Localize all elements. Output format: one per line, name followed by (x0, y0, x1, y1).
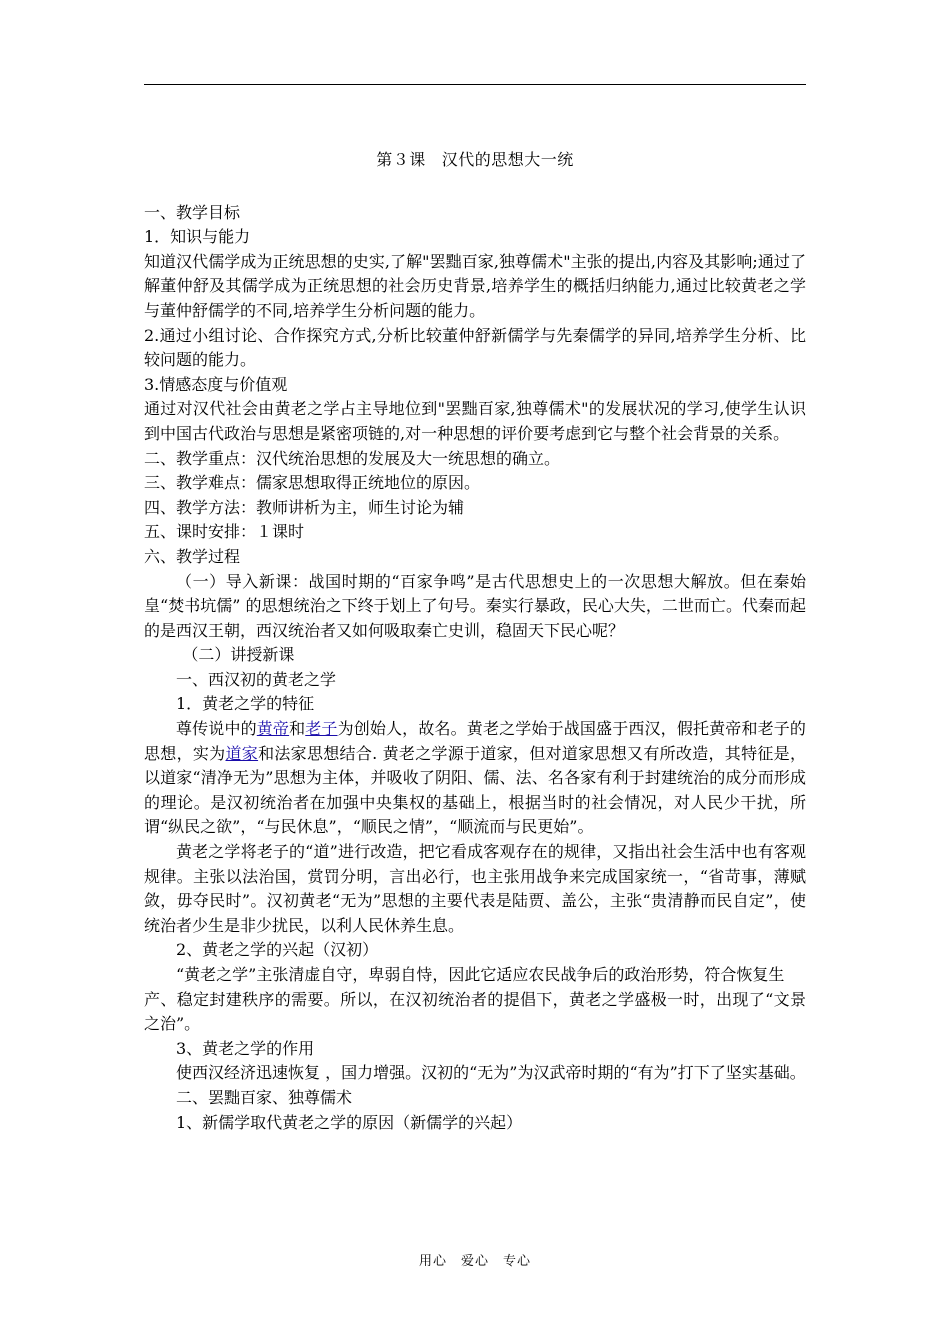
term-link[interactable]: 道家 (225, 743, 259, 763)
paragraph: 1．黄老之学的特征 (176, 694, 315, 714)
paragraph: （二）讲授新课 (182, 645, 295, 665)
page-title (144, 148, 806, 173)
paragraph: 一、西汉初的黄老之学 (176, 669, 337, 689)
paragraph: 四、教学方法：教师讲析为主，师生讨论为辅 (144, 497, 465, 517)
paragraph: 二、罢黜百家、独尊儒术 (176, 1087, 353, 1107)
term-link[interactable]: 黄帝 (256, 719, 290, 739)
paragraph: 1．知识与能力 (144, 227, 251, 247)
paragraph: 2、黄老之学的兴起（汉初） (176, 940, 379, 960)
header-rule (144, 84, 806, 85)
paragraph: 使西汉经济迅速恢复 ，国力增强。汉初的“无为”为汉武帝时期的“有为”打下了坚实基础。 (176, 1063, 806, 1083)
paragraph (144, 717, 806, 840)
content (144, 201, 806, 1136)
paragraph: 三、教学难点：儒家思想取得正统地位的原因。 (144, 473, 481, 493)
paragraph-text: 和法家思想结合. 黄老之学源于道家，但对道家思想又有所改造，其特征是，以道家“清净无为”思想为主体，并吸收了阴阳、儒、法、名各家有利于封建统治的成分而形成的理论。是汉初统治者在加强中央集权的基础上，根据当时的社会情况，对人民少干扰，所谓“纵民之欲”，“与民休息”，“顺民之情”，“顺流而与民更始”。 (144, 743, 806, 837)
paragraph: 五、课时安排：１课时 (144, 522, 305, 542)
paragraph: 黄老之学将老子的“道”进行改造，把它看成客观存在的规律，又指出社会生活中也有客观规律。主张以法治国，赏罚分明，言出必行，也主张用战争来完成国家统一，“省苛事，薄赋敛，毋夺民时”。汉初黄老“无为”思想的主要代表是陆贾、盖公，主张“贵清静而民自定”，使统治者少生是非少扰民，以利人民休养生息。 (144, 842, 806, 935)
paragraph: 产、稳定封建秩序的需要。所以，在汉初统治者的提倡下，黄老之学盛极一时，出现了“文景之治”。 (144, 989, 806, 1034)
lesson-number: 第３课 (376, 150, 426, 169)
paragraph-text: 尊传说中的 (176, 719, 257, 739)
lesson-name: 汉代的思想大一统 (441, 150, 574, 169)
term-link[interactable]: 老子 (305, 719, 338, 739)
paragraph: 2.通过小组讨论、合作探究方式,分析比较董仲舒新儒学与先秦儒学的异同,培养学生分析、比较问题的能力。 (144, 325, 806, 370)
paragraph: “黄老之学”主张清虚自守，卑弱自恃，因此它适应农民战争后的政治形势，符合恢复生 (176, 965, 785, 984)
paragraph: 二、教学重点：汉代统治思想的发展及大一统思想的确立。 (144, 448, 561, 468)
paragraph: 通过对汉代社会由黄老之学占主导地位到"罢黜百家,独尊儒术"的发展状况的学习,使学生认识到中国古代政治与思想是紧密项链的,对一种思想的评价要考虑到它与整个社会背景的关系。 (144, 399, 806, 443)
paragraph: （一）导入新课：战国时期的“百家争鸣”是古代思想史上的一次思想大解放。但在秦始皇“焚书坑儒” 的思想统治之下终于划上了句号。秦实行暴政，民心大失，二世而亡。代秦而起的是西汉王朝，西汉统治者又如何吸取秦亡史训，稳固天下民心呢？ (144, 571, 806, 640)
paragraph-text: 和 (289, 719, 306, 739)
paragraph: 知道汉代儒学成为正统思想的史实,了解"罢黜百家,独尊儒术"主张的提出,内容及其影响;通过了解董仲舒及其儒学成为正统思想的社会历史背景,培养学生的概括归纳能力,通过比较黄老之学与董仲舒儒学的不同,培养学生分析问题的能力。 (144, 251, 806, 320)
paragraph: 3.情感态度与价值观 (144, 374, 288, 394)
paragraph-text: 为创始人，故名。黄老之学始于战国盛于西汉，假托黄帝和老子的思想，实为 (144, 719, 806, 763)
paragraph: 一、教学目标 (144, 202, 241, 222)
paragraph: 1、新儒学取代黄老之学的原因（新儒学的兴起） (176, 1112, 523, 1132)
footer-text: 用心 爱心 专心 (418, 1254, 531, 1269)
paragraph: 3、黄老之学的作用 (176, 1038, 315, 1058)
paragraph: 六、教学过程 (144, 546, 241, 566)
document-body (144, 144, 806, 1135)
